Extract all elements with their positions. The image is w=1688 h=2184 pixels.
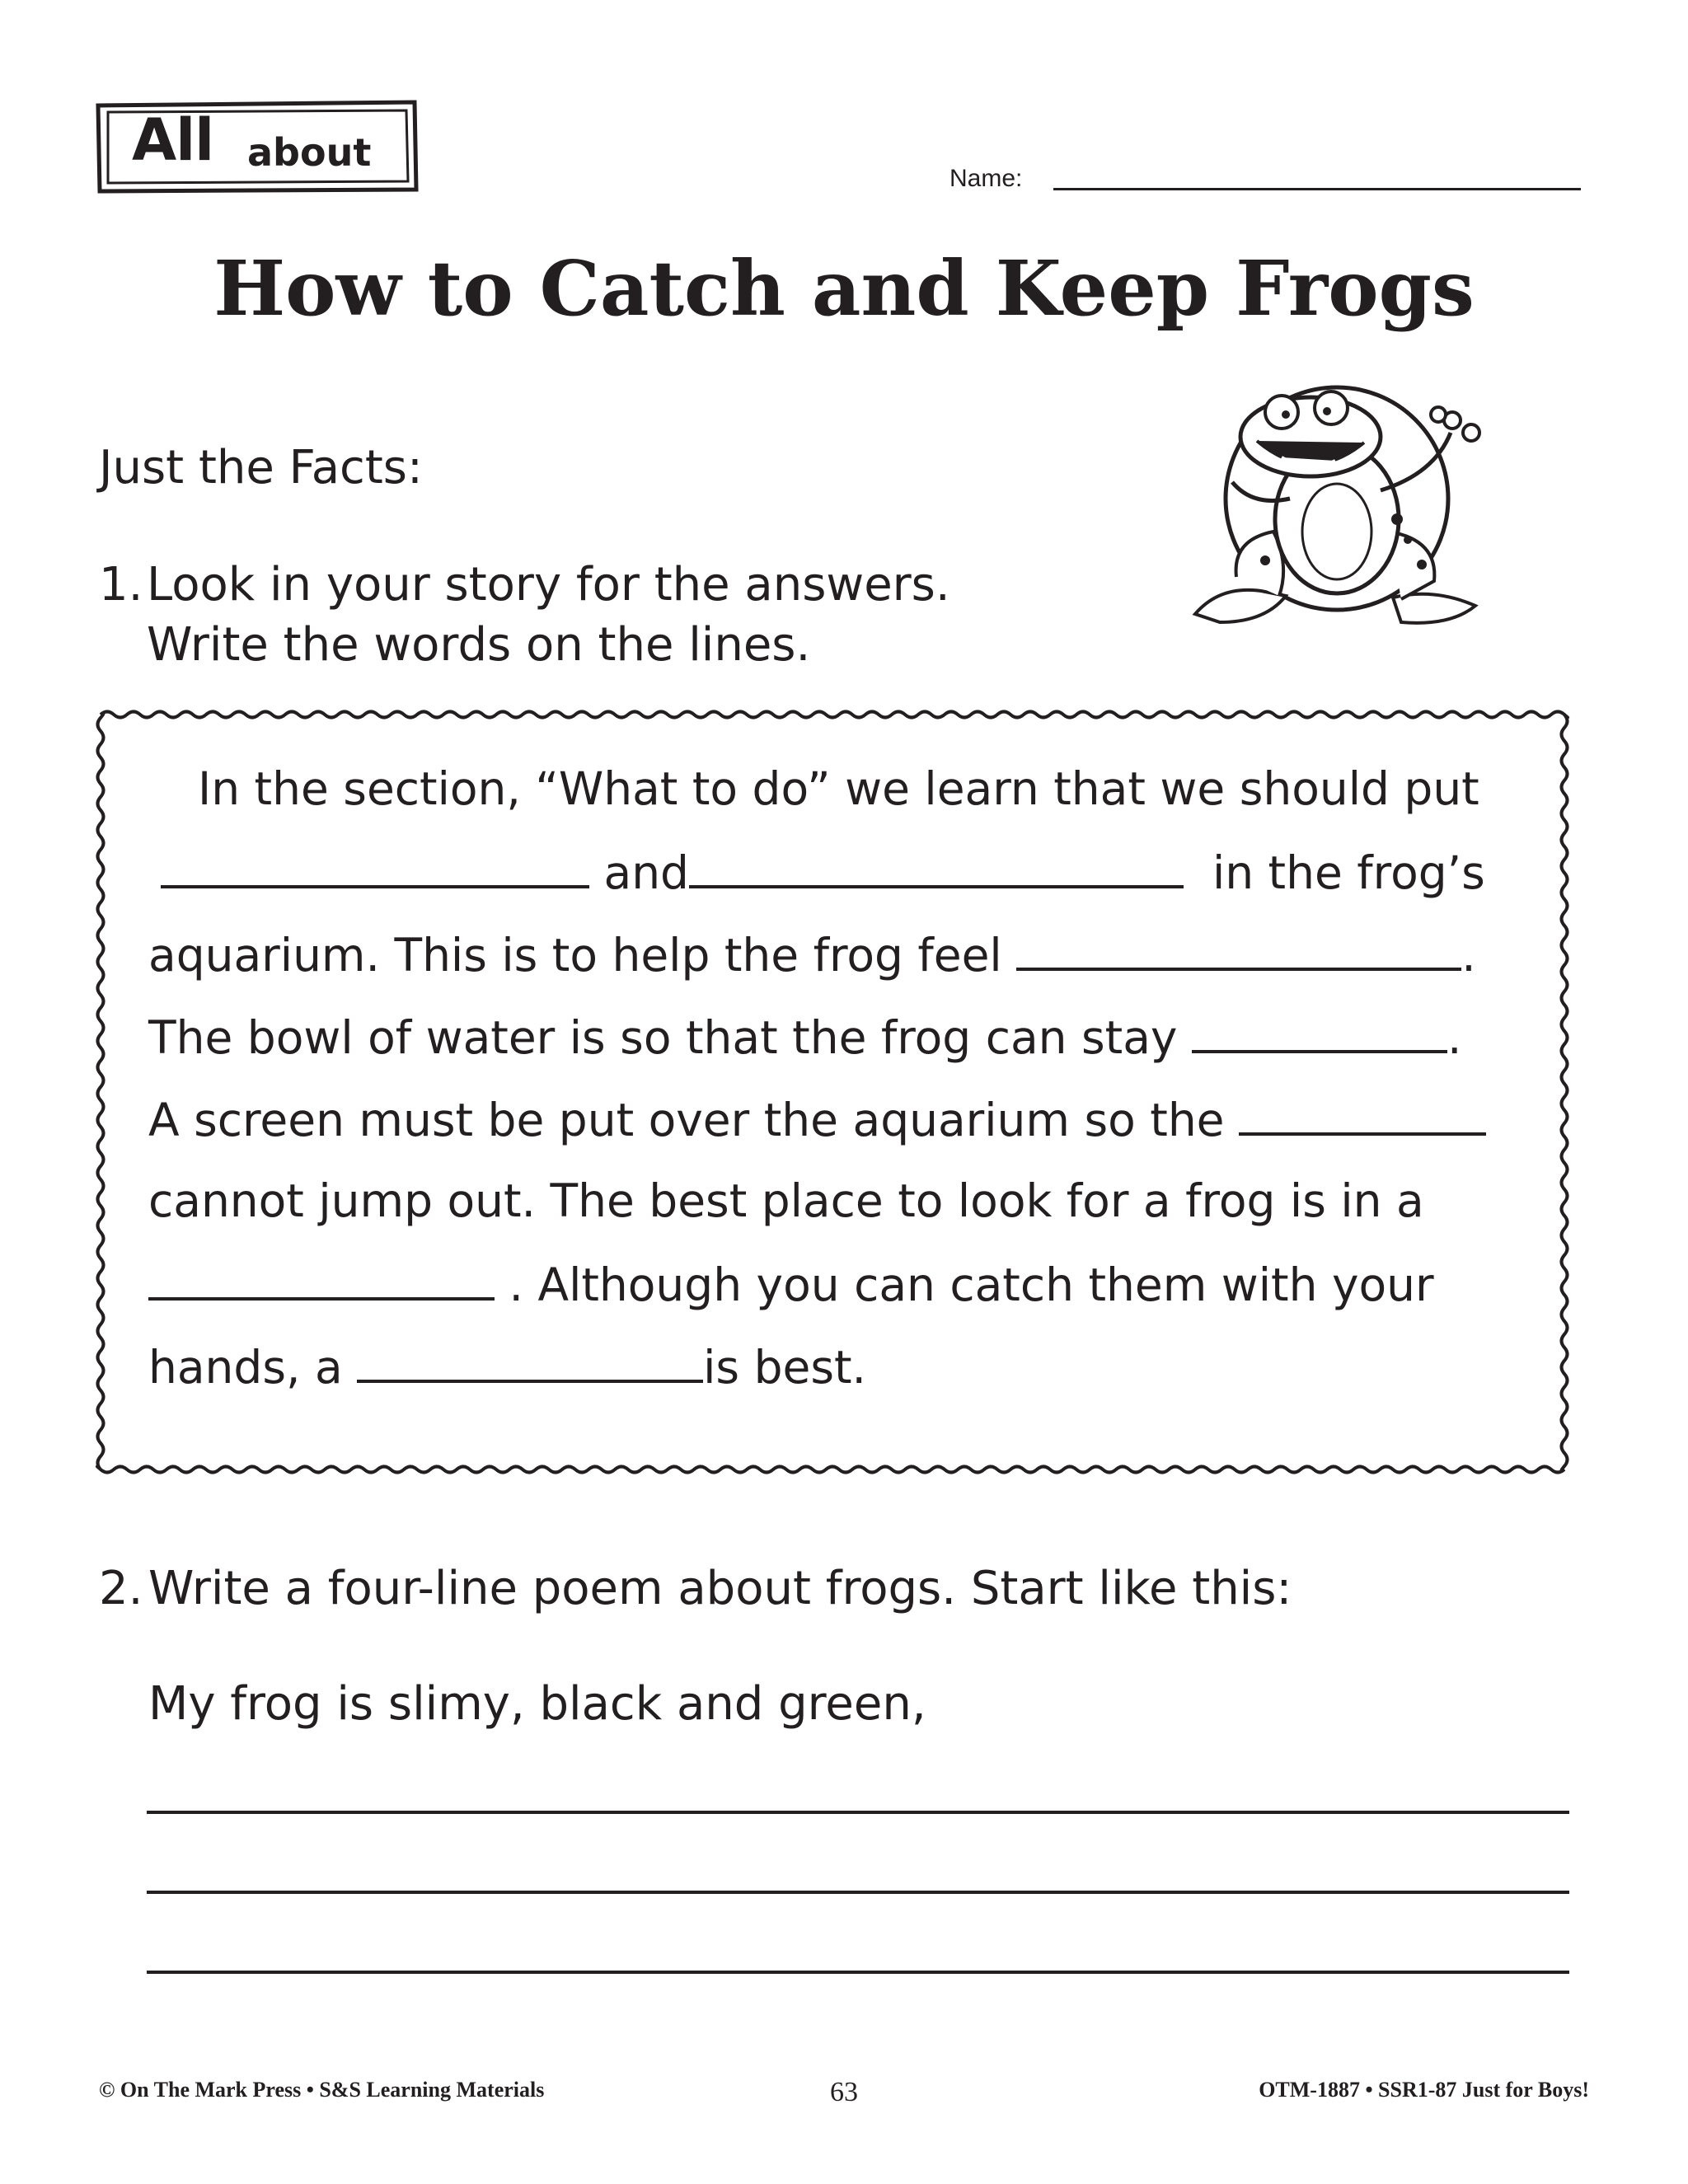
question2-text: Write a four-line poem about frogs. Start like this: bbox=[148, 1562, 1292, 1615]
passage-line: The bowl of water is so that the frog can stay . bbox=[148, 1011, 1462, 1064]
page-title: How to Catch and Keep Frogs bbox=[213, 244, 1475, 333]
badge-word-about: about bbox=[247, 130, 372, 175]
poem-answer-line[interactable] bbox=[147, 1811, 1569, 1814]
passage-line: . Although you can catch them with your bbox=[148, 1261, 1434, 1308]
answer-blank[interactable] bbox=[689, 849, 1184, 888]
answer-blank[interactable] bbox=[148, 1261, 495, 1301]
passage-line: In the section, “What to do” we learn that we should put bbox=[198, 762, 1479, 815]
passage-line: A screen must be put over the aquarium so the bbox=[148, 1096, 1486, 1143]
answer-blank[interactable] bbox=[1016, 931, 1461, 971]
passage-line: hands, a is best. bbox=[148, 1341, 867, 1394]
badge-word-all: All bbox=[132, 106, 214, 174]
page-number: 63 bbox=[830, 2077, 858, 2107]
answer-blank[interactable] bbox=[357, 1343, 703, 1383]
section-heading: Just the Facts: bbox=[99, 441, 423, 494]
answer-blank[interactable] bbox=[1239, 1096, 1486, 1136]
passage-line: and in the frog’s bbox=[161, 849, 1485, 896]
poem-answer-line[interactable] bbox=[147, 1971, 1569, 1974]
question1-line2: Write the words on the lines. bbox=[147, 618, 811, 672]
footer-book-code: OTM-1887 • SSR1-87 Just for Boys! bbox=[1259, 2078, 1589, 2102]
passage-line: cannot jump out. The best place to look for a frog is in a bbox=[148, 1174, 1424, 1227]
poem-starter: My frog is slimy, black and green, bbox=[148, 1677, 926, 1731]
poem-answer-line[interactable] bbox=[147, 1891, 1569, 1894]
frog-icon bbox=[1187, 375, 1517, 639]
question1-number: 1. bbox=[99, 558, 143, 612]
name-label: Name: bbox=[950, 165, 1023, 192]
question1-line1: Look in your story for the answers. bbox=[147, 558, 950, 612]
passage-line: aquarium. This is to help the frog feel . bbox=[148, 929, 1476, 982]
answer-blank[interactable] bbox=[161, 849, 589, 888]
footer-publisher: © On The Mark Press • S&S Learning Materials bbox=[99, 2078, 545, 2102]
question2-number: 2. bbox=[99, 1562, 143, 1615]
answer-blank[interactable] bbox=[1192, 1014, 1447, 1053]
name-field[interactable] bbox=[1053, 188, 1581, 190]
